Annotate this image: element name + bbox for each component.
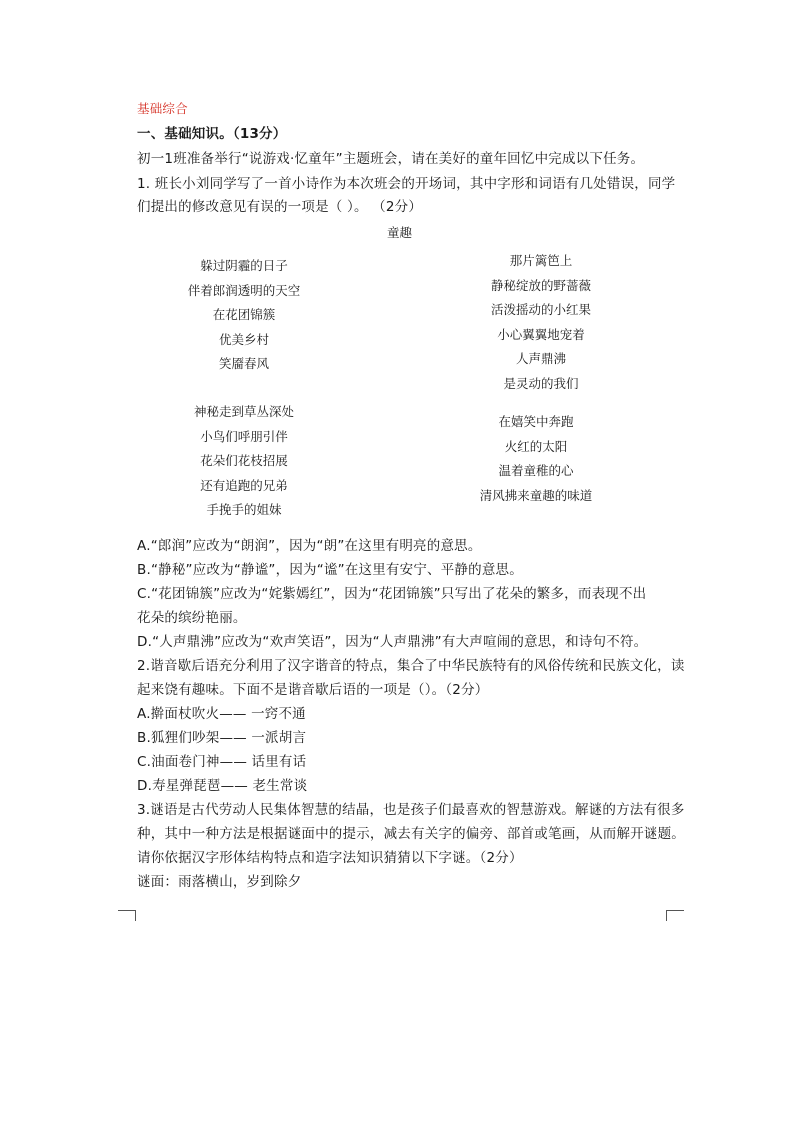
margin-corner-mark-right <box>666 910 684 921</box>
question-1-option-c-line-1: C.“花团锦簇”应改为“姹紫嫣红”，因为“花团锦簇”只写出了花朵的繁多，而表现不出 <box>137 586 647 602</box>
poem-line: 静秘绽放的野蔷薇 <box>490 277 591 293</box>
poem-stanza-right-bottom <box>446 410 626 508</box>
poem-line: 在花团锦簇 <box>212 307 276 322</box>
question-2-option-a: A.擀面杖吹火—— 一窍不通 <box>137 706 306 722</box>
poem-line: 伴着郎润透明的天空 <box>187 282 301 298</box>
question-3-line-2: 种，其中一种方法是根据谜面中的提示，减去有关字的偏旁、部首或笔画，从而解开谜题。 <box>137 826 685 842</box>
section-heading: 基础综合 <box>137 101 188 116</box>
poem-title: 童趣 <box>387 225 413 240</box>
poem-line: 还有追跑的兄弟 <box>200 477 288 493</box>
question-2-line-2: 起来饶有趣味。下面不是谐音歇后语的一项是（）。（2分） <box>137 682 489 698</box>
question-1-option-d: D.“人声鼎沸”应改为“欢声笑语”，因为“人声鼎沸”有大声喧闹的意思，和诗句不符。 <box>137 634 648 650</box>
poem-line: 在嬉笑中奔跑 <box>498 414 574 429</box>
poem-line: 那片篱笆上 <box>509 253 573 268</box>
poem-stanza-left-top <box>164 254 324 377</box>
question-1-line-2: 们提出的修改意见有误的一项是（ ）。 （2分） <box>137 199 423 215</box>
question-1-option-c-line-2: 花朵的缤纷艳丽。 <box>137 610 247 626</box>
poem-line: 清风拂来童趣的味道 <box>479 487 593 503</box>
question-1-line-1: 1. 班长小刘同学写了一首小诗作为本次班会的开场词，其中字形和词语有几处错误，同学 <box>137 176 676 192</box>
poem-line: 花朵们花枝招展 <box>200 453 288 468</box>
poem-line: 火红的太阳 <box>504 438 568 454</box>
poem-line: 笑靥春风 <box>218 356 269 371</box>
question-2-line-1: 2.谐音歇后语充分利用了汉字谐音的特点，集合了中华民族特有的风俗传统和民族文化，读 <box>137 658 685 674</box>
poem-line: 活泼摇动的小红果 <box>490 302 591 317</box>
question-3-line-1: 3.谜语是古代劳动人民集体智慧的结晶，也是孩子们最喜欢的智慧游戏。解谜的方法有很多 <box>137 802 685 818</box>
poem-line: 人声鼎沸 <box>515 351 566 366</box>
poem-line: 小鸟们呼朋引伴 <box>200 428 288 444</box>
poem-line: 是灵动的我们 <box>503 375 579 391</box>
poem-line: 小心翼翼地宠着 <box>497 326 585 342</box>
poem-line: 神秘走到草丛深处 <box>193 404 294 419</box>
poem-stanza-left-bottom <box>164 400 324 523</box>
poem-stanza-right-top <box>456 249 626 396</box>
question-2-option-c: C.油面卷门神—— 话里有话 <box>137 754 307 770</box>
poem-line: 躲过阴霾的日子 <box>200 258 288 273</box>
poem-line: 温着童稚的心 <box>498 463 574 478</box>
poem-line: 手挽手的姐妹 <box>206 502 282 517</box>
question-1-option-a: A.“郎润”应改为“朗润”，因为“朗”在这里有明亮的意思。 <box>137 538 482 554</box>
question-2-option-d: D.寿星弹琵琶—— 老生常谈 <box>137 778 308 794</box>
part-heading: 一、基础知识。（13分） <box>137 126 287 142</box>
intro-text: 初一1班准备举行“说游戏·忆童年”主题班会，请在美好的童年回忆中完成以下任务。 <box>137 151 645 167</box>
question-3-line-3: 请你依据汉字形体结构特点和造字法知识猜猜以下字谜。（2分） <box>137 850 523 866</box>
question-3-riddle: 谜面：雨落横山，岁到除夕 <box>137 874 302 890</box>
question-2-option-b: B.狐狸们吵架—— 一派胡言 <box>137 730 307 746</box>
poem-line: 优美乡村 <box>218 331 269 347</box>
question-1-option-b: B.“静秘”应改为“静谧”，因为“谧”在这里有安宁、平静的意思。 <box>137 562 523 578</box>
margin-corner-mark-left <box>118 910 136 921</box>
